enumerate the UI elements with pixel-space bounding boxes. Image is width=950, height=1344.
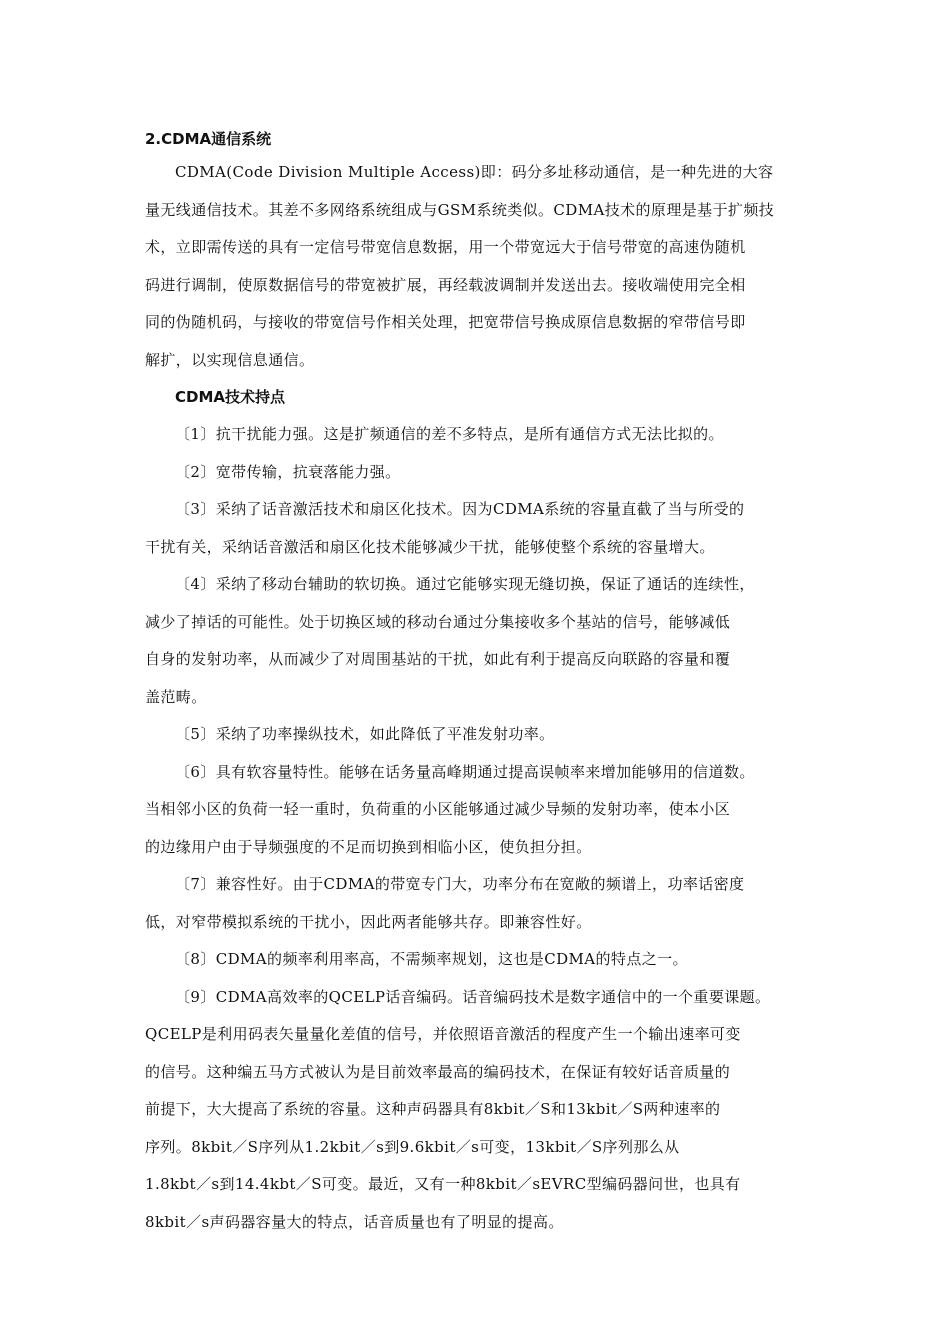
feature-line: QCELP是利用码表矢量量化差值的信号，并依照语音激活的程度产生一个输出速率可变 (145, 1025, 741, 1043)
feature-line: 的边缘用户由于导频强度的不足而切换到相临小区，使负担分担。 (145, 837, 592, 856)
intro-line: 同的伪随机码，与接收的带宽信号作相关处理，把宽带信号换成原信息数据的窄带信号即 (145, 313, 746, 331)
document-body (145, 124, 825, 1241)
intro-line: 量无线通信技术。其差不多网络系统组成与GSM系统类似。CDMA技术的原理是基于扩频技 (145, 200, 775, 219)
feature-line: 前提下，大大提高了系统的容量。这种声码器具有8kbit／S和13kbit／S两种速率的 (145, 1100, 721, 1118)
feature-line: 〔7〕兼容性好。由于CDMA的带宽专门大，功率分布在宽敞的频谱上，功率话密度 (175, 875, 745, 893)
feature-line: 盖范畴。 (145, 687, 207, 706)
feature-line: 当相邻小区的负荷一轻一重时，负荷重的小区能够通过减少导频的发射功率，使本小区 (145, 800, 731, 818)
feature-line: 的信号。这种编五马方式被认为是目前效率最高的编码技术，在保证有较好话音质量的 (145, 1062, 731, 1081)
feature-line: 〔2〕宽带传输，抗衰落能力强。 (175, 462, 401, 481)
feature-line: 序列。8kbit／S序列从1.2kbit／s到9.6kbit／s可变，13kbit／S序列那么从 (145, 1137, 680, 1156)
feature-line: 〔1〕抗干扰能力强。这是扩频通信的差不多特点，是所有通信方式无法比拟的。 (175, 425, 724, 443)
feature-line: 自身的发射功率，从而减少了对周围基站的干扰，如此有利于提高反向联路的容量和覆 (145, 650, 731, 668)
intro-line: CDMA(Code Division Multiple Access)即：码分多址移动通信，是一种先进的大容 (175, 163, 774, 181)
intro-paragraph (145, 154, 825, 379)
feature-line: 低，对窄带模拟系统的干扰小，因此两者能够共存。即兼容性好。 (145, 912, 592, 931)
feature-line: 1.8kbt／s到14.4kbt／S可变。最近，又有一种8kbit／sEVRC型编码器问世，也具有 (145, 1175, 741, 1193)
feature-line: 〔3〕采纳了话音激活技术和扇区化技术。因为CDMA系统的容量直截了当与所受的 (175, 500, 745, 518)
features-heading: CDMA技术持点 (175, 388, 285, 406)
feature-line: 〔8〕CDMA的频率利用率高，不需频率规划，这也是CDMA的特点之一。 (175, 950, 688, 968)
feature-line: 干扰有关，采纳话音激活和扇区化技术能够减少干扰，能够使整个系统的容量增大。 (145, 537, 715, 556)
feature-list (145, 416, 825, 1241)
intro-line: 术，立即需传送的具有一定信号带宽信息数据，用一个带宽远大于信号带宽的高速伪随机 (145, 238, 746, 256)
intro-line: 解扩，以实现信息通信。 (145, 350, 315, 369)
intro-line: 码进行调制，使原数据信号的带宽被扩展，再经载波调制并发送出去。接收端使用完全相 (145, 275, 746, 294)
feature-line: 8kbit／s声码器容量大的特点，话音质量也有了明显的提高。 (145, 1212, 564, 1231)
feature-line: 减少了掉话的可能性。处于切换区域的移动台通过分集接收多个基站的信号，能够减低 (145, 612, 731, 631)
feature-line: 〔9〕CDMA高效率的QCELP话音编码。话音编码技术是数字通信中的一个重要课题。 (175, 987, 771, 1006)
feature-line: 〔4〕采纳了移动台辅助的软切换。通过它能够实现无缝切换，保证了通话的连续性， (175, 575, 755, 593)
feature-line: 〔5〕采纳了功率操纵技术，如此降低了平准发射功率。 (175, 725, 555, 743)
section-heading: 2.CDMA通信系统 (145, 130, 272, 148)
feature-line: 〔6〕具有软容量特性。能够在话务量高峰期通过提高误帧率来增加能够用的信道数。 (175, 762, 755, 781)
